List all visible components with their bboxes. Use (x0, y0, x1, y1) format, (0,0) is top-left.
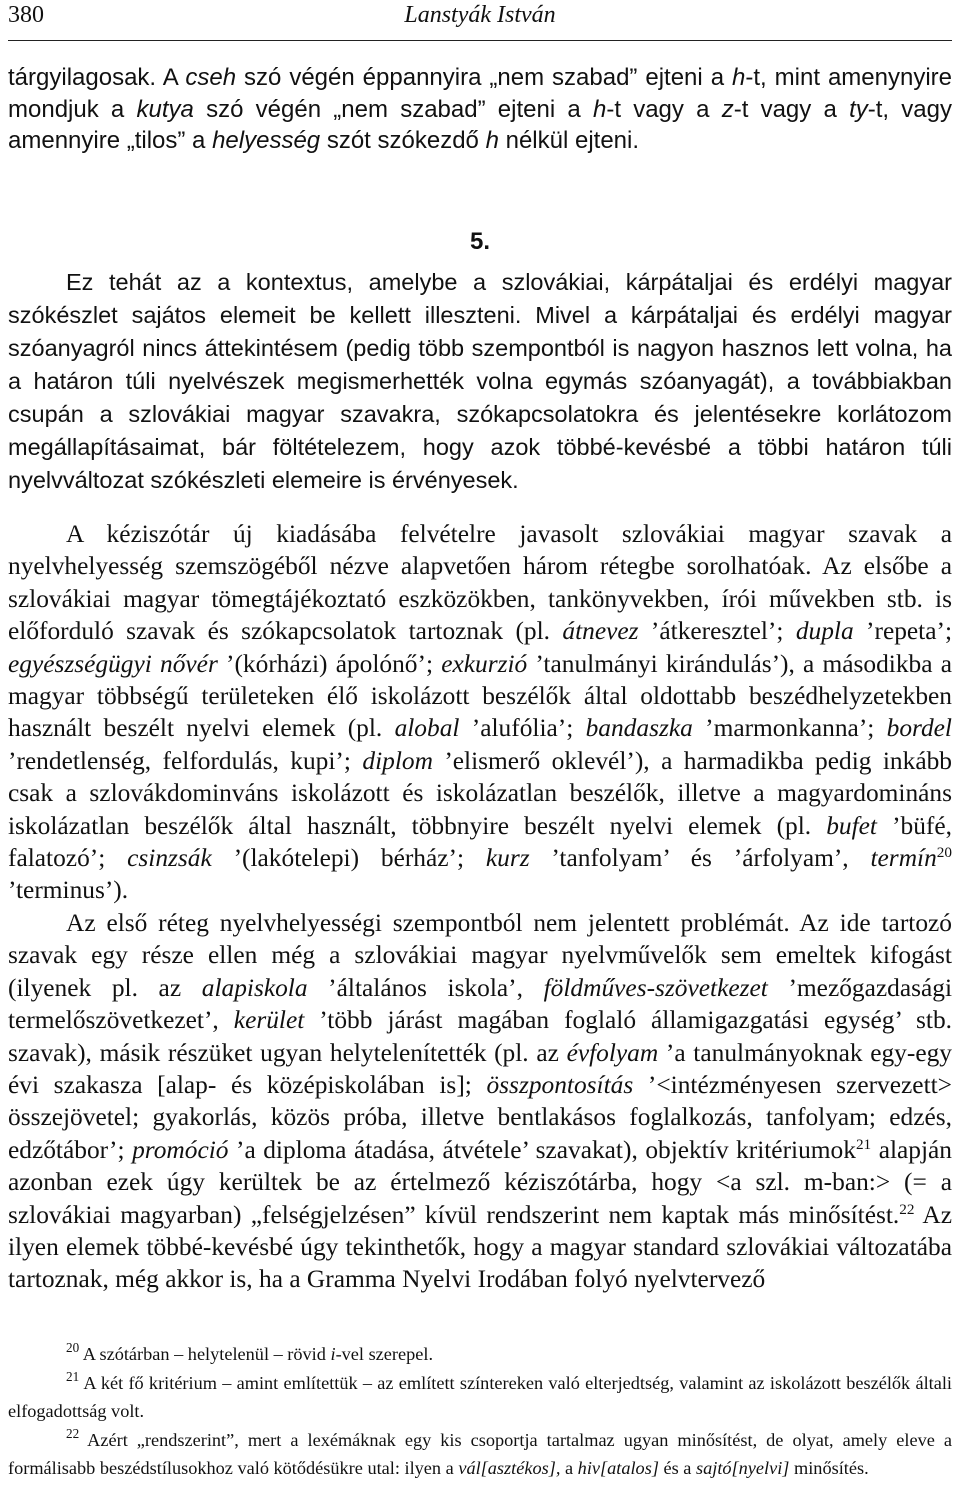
italic-term: promóció (132, 1135, 229, 1164)
italic-term: helyesség (212, 127, 321, 154)
text-run: -t vagy a (606, 95, 722, 123)
footnote (8, 1369, 952, 1426)
footnote-ref: 20 (66, 1340, 80, 1356)
text-run: ’repeta’; (853, 617, 953, 646)
text-run: ’rendetlenség, felfordulás, kupi’; (8, 746, 363, 775)
footnote (8, 1426, 952, 1483)
text-run: minősítés. (789, 1458, 869, 1479)
italic-term: kurz (485, 844, 530, 873)
text-run: -t, vagy amennyire „tilos” a (8, 95, 952, 154)
text-run: ’tanulmányi kirándulás’), a másodikba a magyar többségű területeken élő iskolázott beszélők által oldottabb beszédhelyzetekben használt beszélt nyelvi elemek (pl. (8, 649, 952, 743)
footnote-ref: 20 (936, 843, 953, 861)
text-run: szót szókezdő (320, 127, 486, 154)
section-body-sans (8, 266, 952, 497)
italic-term: cseh (185, 64, 237, 91)
text-run: Az ilyen elemek többé-kevésbé úgy tekinthetők, hogy a magyar standard szlovákiai változatába tartoznak, még akkor is, ha a Gramma Nyelvi Irodában folyó nyelvtervező (8, 1200, 952, 1294)
italic-term: egyészségügyi nővér (8, 649, 218, 678)
text-run: A kéziszótár új kiadásába felvételre javasolt szlovákiai magyar szavak a nyelvhelyesség szemszögéből nézve alapvetően három rétegbe sorolhatóak. Az elsőbe a szlovákiai magyar tömegtájékoztató eszközökben, tankönyvekben, írói művekben stb. is előforduló szavak és szókapcsolatok tartoznak (pl. (8, 520, 952, 646)
text-run: ’(lakótelepi) bérház’; (211, 844, 486, 873)
text-run: szó végén éppannyira „nem szabad” ejteni a (236, 64, 732, 91)
italic-term: ty (849, 95, 868, 123)
text-run: ’tanfolyam’ és ’árfolyam’, (529, 844, 871, 873)
italic-term: h (592, 95, 607, 123)
footnote (8, 1340, 952, 1369)
running-header-author: Lanstyák István (404, 2, 556, 28)
italic-term: csinzsák (127, 844, 212, 873)
footnote-ref: 21 (855, 1135, 872, 1153)
italic-term: termín (870, 844, 937, 873)
text-run: ’<intézményesen szervezett> összejövetel; gyakorlás, közös próba, illetve bentlakásos foglalkozás, tanfolyam; edzés, edzőtábor’; (8, 1070, 952, 1164)
text-run: Azért „rendszerint”, mert a lexémáknak egy kis csoportja tartalmaz ugyan minősítést, de olyat, amely eleve a formálisabb beszédstílusokhoz való kötődésükre utal: ilyen a (8, 1429, 952, 1479)
paragraph (8, 518, 952, 907)
paragraph (8, 62, 952, 157)
paragraph (8, 266, 952, 497)
text-run: alapján azonban ezek úgy kerültek be az értelmező kéziszótárba, hogy <a szl. m-ban:> (= a szlovákiai magyarban) „felségjelzésen” kívül rendszerint nem kaptak más minősítést. (8, 1135, 953, 1229)
italic-term: földműves-szövetkezet (543, 973, 768, 1002)
text-run: -vel szerepel. (335, 1344, 434, 1364)
text-run: ’terminus’). (8, 876, 129, 905)
text-run: ’a diploma átadása, átvétele’ szavakat), objektív kritériumok (228, 1135, 856, 1164)
footnote-ref: 22 (66, 1425, 80, 1441)
text-run: -t, mint amenynyire mondjuk a (8, 64, 952, 123)
text-run: Az első réteg nyelvhelyességi szempontból nem jelentett problémát. Az ide tartozó szavak egy része ellen még a szlovákiai magyar nyelvművelők sem emeltek kifogást (ilyenek pl. az (8, 908, 952, 1002)
text-run: ’mezőgazdasági termelőszövetkezet’, (8, 973, 953, 1035)
text-run: tárgyilagosak. A (8, 64, 186, 91)
footnote-ref: 21 (66, 1368, 80, 1384)
footnotes (8, 1340, 952, 1483)
italic-term: i (330, 1344, 336, 1364)
text-run: A két fő kritérium – amint említettük – az említett színtereken való elterjedtség, valamint az iskolázott beszélők általi elfogadottság volt. (8, 1372, 952, 1422)
paragraph (8, 907, 952, 1296)
italic-term: kerület (233, 1006, 305, 1035)
italic-term: alapiskola (201, 973, 308, 1002)
text-run: ’átkeresztel’; (638, 617, 796, 646)
italic-term: bordel (886, 714, 952, 743)
italic-term: bufet (826, 811, 877, 840)
text-run: ’marmonkanna’; (692, 714, 887, 743)
footnote-ref: 22 (899, 1200, 915, 1218)
text-run: A szótárban – helytelenül – rövid (79, 1344, 331, 1364)
running-header (8, 0, 952, 41)
italic-term: évfolyam (566, 1038, 659, 1067)
text-run: ’büfé, falatozó’; (8, 811, 952, 873)
text-run: ’alufólia’; (459, 714, 586, 743)
text-run: Ez tehát az a kontextus, amelybe a szlovákiai, kárpátaljai és erdélyi magyar szókészlet sajátos elemeit be kellett illeszteni. Mivel a kárpátaljai és erdélyi magyar szóanyagról nincs áttekintésem (pedig több szempontból is nagyon hasznos lett volna, ha a határon túli nyelvészek megismerhették volna egymás szóanyagát), a továbbiakban csupán a szlovákiai magyar szavakra, szókapcsolatokra és jelentésekre korlátozom megállapításaimat, bár föltételezem, hogy azok többé-kevésbé a többi határon túli nyelvváltozat szókészleti elemeire is érvényesek. (8, 269, 952, 493)
text-run: ’(kórházi) ápolónő’; (217, 649, 442, 678)
text-run: ’több járást magában foglaló államigazgatási egység’ stb. szavak), másik részüket ugyan helytelenítették (pl. az (8, 1006, 953, 1067)
text-run: ’a tanulmányoknak egy-egy évi szakasza [alap- és középiskolában is]; (8, 1038, 952, 1099)
italic-term: z (721, 95, 734, 123)
italic-term: átnevez (562, 617, 639, 646)
italic-term: h (485, 127, 499, 154)
italic-term: kutya (136, 95, 194, 123)
italic-term: alobal (394, 714, 460, 743)
italic-term: diplom (362, 746, 433, 775)
text-run: -t vagy a (733, 95, 850, 123)
italic-term: dupla (795, 617, 854, 646)
text-run: a (560, 1458, 578, 1479)
italic-term: h (732, 64, 746, 91)
text-run: ’általános iskola’, (307, 973, 544, 1002)
page-number: 380 (8, 2, 44, 28)
italic-term: összpontosítás (486, 1070, 634, 1099)
italic-term: bandaszka (585, 714, 693, 743)
paragraph-continuation (8, 62, 952, 157)
section-body-serif (8, 518, 952, 1296)
text-run: és a (658, 1458, 696, 1479)
text-run: szó végén „nem szabad” ejteni a (193, 95, 593, 123)
italic-term: exkurzió (441, 649, 528, 678)
italic-term: vál[asztékos], (458, 1458, 561, 1479)
italic-term: hiv[atalos] (577, 1458, 659, 1479)
section-heading: 5. (469, 228, 490, 255)
text-run: ’elismerő oklevél’), a harmadikba pedig inkább csak a szlovákdominváns iskolázott és iskolázatlan beszélők, illetve a magyardomináns iskolázatlan beszélők által használt, többnyire beszélt nyelvi elemek (pl. (8, 746, 952, 840)
text-run: nélkül ejteni. (498, 127, 640, 154)
italic-term: sajtó[nyelvi] (696, 1458, 790, 1479)
